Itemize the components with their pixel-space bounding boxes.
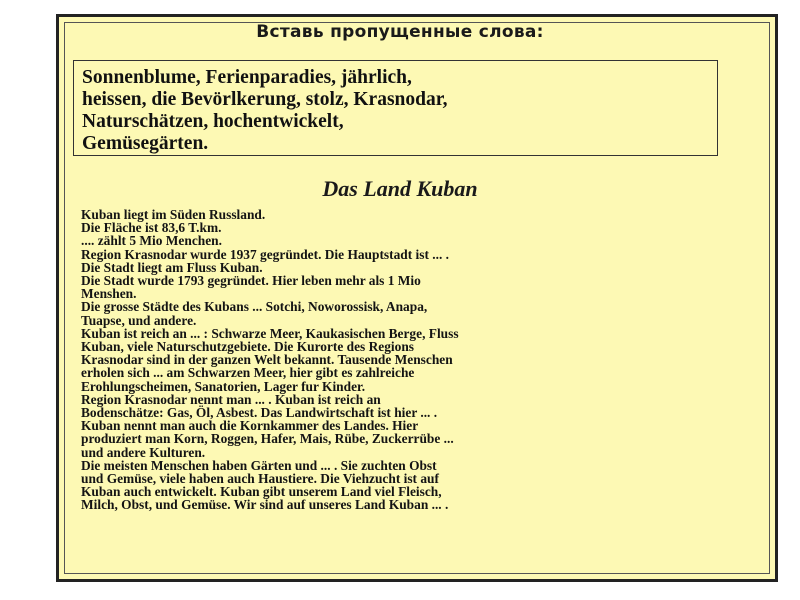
text-line: Die Fläche ist 83,6 T.km. xyxy=(81,220,222,236)
text-line: Erohlungscheimen, Sanatorien, Lager fur Kinder. xyxy=(81,378,366,394)
task-heading: Вставь пропущенные слова: xyxy=(256,22,544,42)
text-line: Die grosse Städte des Kubans ... Sotchi, Noworossisk, Anapa, xyxy=(81,299,428,315)
word-bank-line: Gemüsegärten. xyxy=(82,133,209,154)
text-line: Bodenschätze: Gas, Öl, Asbest. Das Landwirtschaft ist hier ... . xyxy=(81,405,438,421)
text-title: Das Land Kuban xyxy=(322,176,478,201)
text-line: Region Krasnodar wurde 1937 gegründet. Die Hauptstadt ist ... . xyxy=(81,246,450,262)
text-line: produziert man Korn, Roggen, Hafer, Mais, Rübe, Zuckerrübe ... xyxy=(81,431,454,447)
cloze-text xyxy=(81,208,731,512)
text-line: Kuban auch entwickelt. Kuban gibt unserem Land viel Fleisch, xyxy=(81,484,442,500)
text-line: Milch, Obst, und Gemüse. Wir sind auf unseres Land Kuban ... . xyxy=(81,497,449,513)
text-line: Tuapse, und andere. xyxy=(81,312,197,328)
text-line: Menshen. xyxy=(81,286,137,302)
text-line: Kuban liegt im Süden Russland. xyxy=(81,207,266,222)
text-line: Die Stadt wurde 1793 gegründet. Hier leben mehr als 1 Mio xyxy=(81,273,421,289)
text-line: Region Krasnodar nennt man ... . Kuban ist reich an xyxy=(81,391,381,407)
word-bank-box xyxy=(73,60,718,156)
text-line: Kuban ist reich an ... : Schwarze Meer, Kaukasischen Berge, Fluss xyxy=(81,325,459,341)
word-bank-line: Sonnenblume, Ferienparadies, jährlich, xyxy=(82,67,412,88)
word-bank-line: heissen, die Bevörlkerung, stolz, Krasnodar, xyxy=(82,89,448,110)
text-line: Kuban, viele Naturschutzgebiete. Die Kurorte des Regions xyxy=(81,339,415,355)
text-line: .... zählt 5 Mio Menchen. xyxy=(81,233,222,249)
text-line: Die Stadt liegt am Fluss Kuban. xyxy=(81,259,263,275)
text-line: Die meisten Menschen haben Gärten und ... . Sie zuchten Obst xyxy=(81,457,437,473)
text-line: Kuban nennt man auch die Kornkammer des Landes. Hier xyxy=(81,418,419,434)
text-line: erholen sich ... am Schwarzen Meer, hier gibt es zahlreiche xyxy=(81,365,415,381)
text-line: Krasnodar sind in der ganzen Welt bekannt. Tausende Menschen xyxy=(81,352,453,368)
word-bank-line: Naturschätzen, hochentwickelt, xyxy=(82,111,344,132)
text-line: und Gemüse, viele haben auch Haustiere. Die Viehzucht ist auf xyxy=(81,471,439,487)
text-line: und andere Kulturen. xyxy=(81,444,206,460)
